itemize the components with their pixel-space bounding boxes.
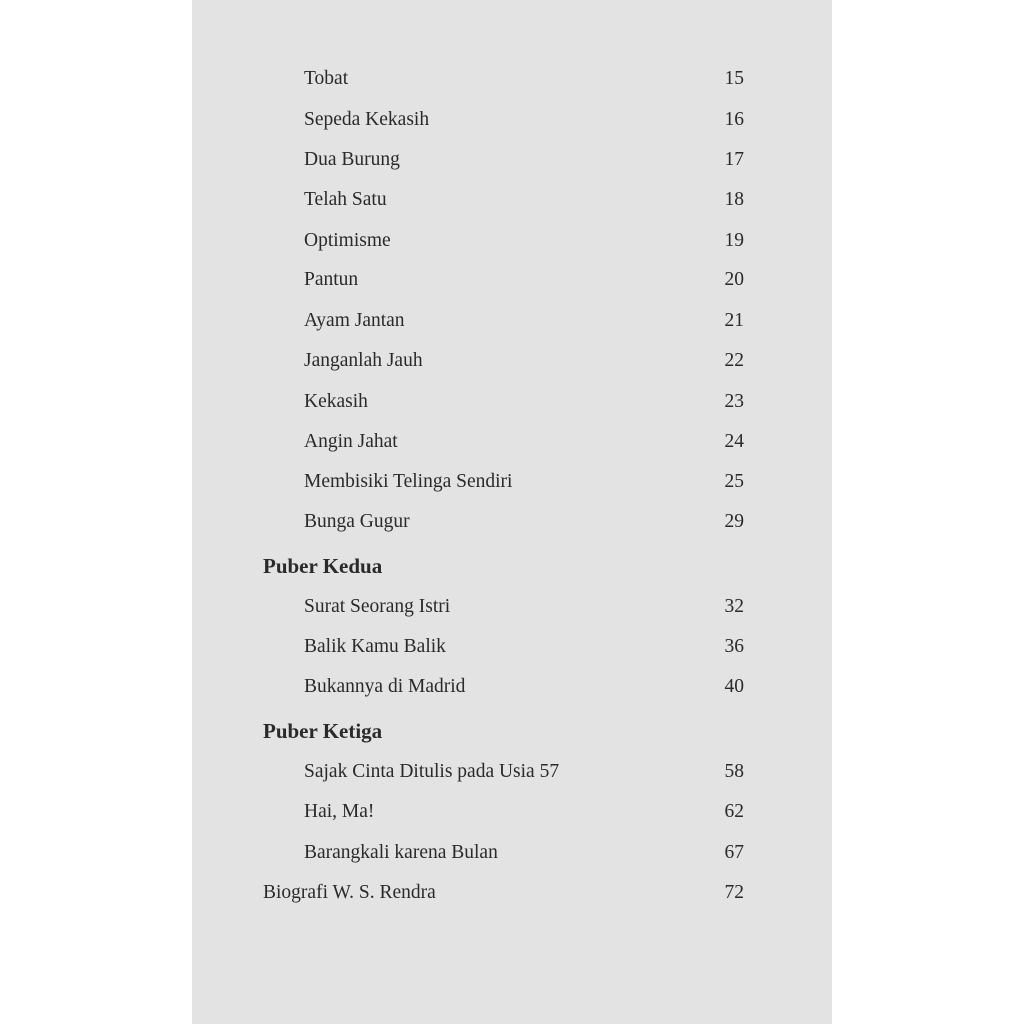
toc-entry [192, 838, 832, 868]
book-page [192, 0, 832, 1024]
toc-entry-title: Surat Seorang Istri [304, 596, 451, 617]
toc-section-heading [192, 551, 832, 581]
toc-entry-title: Janganlah Jauh [304, 350, 423, 371]
toc-entry [192, 226, 832, 256]
toc-entry-page: 18 [724, 189, 744, 210]
toc-entry-page: 25 [724, 471, 744, 492]
toc-entry-page: 67 [724, 842, 744, 863]
toc-entry [192, 306, 832, 336]
toc-entry-page: 72 [724, 882, 744, 903]
toc-entry-title: Bukannya di Madrid [304, 676, 466, 697]
toc-entry [192, 185, 832, 215]
toc-entry-title: Sepeda Kekasih [304, 109, 430, 130]
toc-entry-page: 32 [724, 596, 744, 617]
toc-entry-page: 22 [724, 350, 744, 371]
toc-entry [192, 64, 832, 94]
toc-entry [192, 105, 832, 135]
toc-entry-title: Sajak Cinta Ditulis pada Usia 57 [304, 761, 560, 782]
toc-entry-title: Telah Satu [304, 189, 387, 210]
toc-entry [192, 797, 832, 827]
toc-entry [192, 467, 832, 497]
toc-entry-page: 24 [724, 431, 744, 452]
toc-entry-page: 36 [724, 636, 744, 657]
toc-entry [192, 592, 832, 622]
toc-entry-title: Balik Kamu Balik [304, 636, 446, 657]
toc-section-title: Puber Kedua [263, 554, 383, 578]
toc-entry-page: 20 [724, 269, 744, 290]
toc-entry-page: 16 [724, 109, 744, 130]
toc-entry-page: 15 [724, 68, 744, 89]
toc-entry-title: Pantun [304, 269, 359, 290]
toc-entry-page: 23 [724, 391, 744, 412]
toc-entry-title: Hai, Ma! [304, 801, 375, 822]
toc-entry [192, 427, 832, 457]
toc-section-heading [192, 716, 832, 746]
toc-entry [192, 632, 832, 662]
toc-entry-title: Membisiki Telinga Sendiri [304, 471, 513, 492]
toc-entry-biography [192, 878, 832, 908]
toc-entry-page: 17 [724, 149, 744, 170]
toc-entry-title: Angin Jahat [304, 431, 398, 452]
toc-entry-title: Biografi W. S. Rendra [263, 882, 436, 903]
toc-entry [192, 265, 832, 295]
toc-entry-page: 40 [724, 676, 744, 697]
toc-entry-page: 21 [724, 310, 744, 331]
toc-entry [192, 346, 832, 376]
toc-entry-title: Kekasih [304, 391, 368, 412]
toc-entry-title: Dua Burung [304, 149, 400, 170]
toc-entry-page: 58 [724, 761, 744, 782]
toc-entry-title: Bunga Gugur [304, 511, 410, 532]
toc-section-title: Puber Ketiga [263, 719, 383, 743]
toc-entry-title: Optimisme [304, 230, 391, 251]
toc-entry [192, 145, 832, 175]
toc-entry [192, 507, 832, 537]
toc-entry-title: Tobat [304, 68, 349, 89]
toc-entry [192, 672, 832, 702]
toc-entry-page: 62 [724, 801, 744, 822]
toc-entry-title: Ayam Jantan [304, 310, 405, 331]
toc-entry-title: Barangkali karena Bulan [304, 842, 498, 863]
toc-entry-page: 29 [724, 511, 744, 532]
toc-entry-page: 19 [724, 230, 744, 251]
toc-entry [192, 387, 832, 417]
toc-entry [192, 757, 832, 787]
